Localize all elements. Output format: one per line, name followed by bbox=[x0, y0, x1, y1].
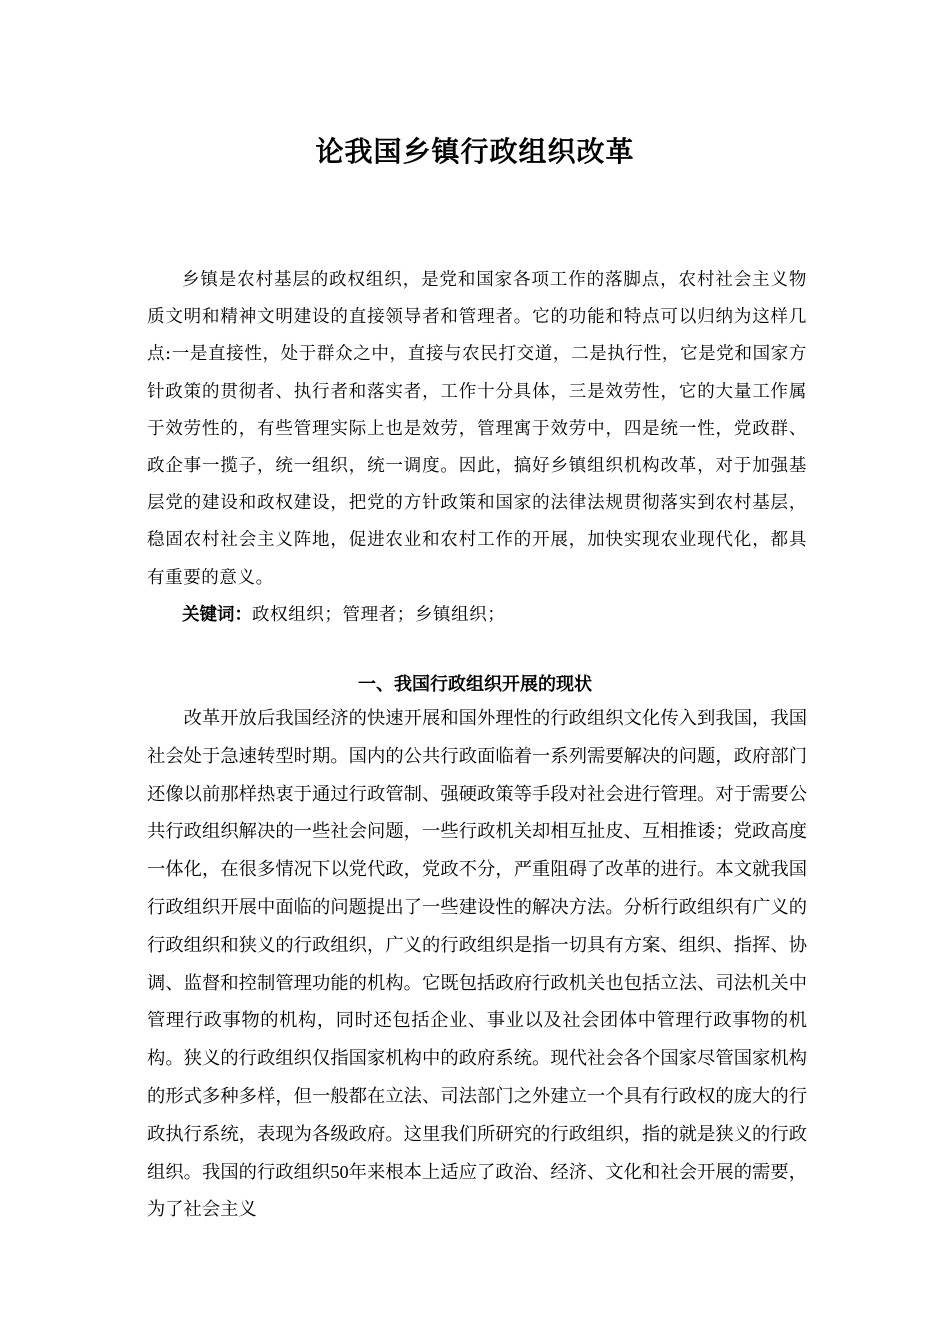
document-title: 论我国乡镇行政组织改革 bbox=[315, 135, 635, 168]
keywords-label: 关键词： bbox=[182, 605, 252, 625]
keywords-line bbox=[147, 596, 807, 634]
keywords-text: 政权组织；管理者；乡镇组织； bbox=[252, 605, 506, 625]
section-heading: 一、我国行政组织开展的现状 bbox=[358, 674, 592, 695]
abstract-paragraph: 乡镇是农村基层的政权组织，是党和国家各项工作的落脚点，农村社会主义物质文明和精神文明建设的直接领导者和管理者。它的功能和特点可以归纳为这样几点:一是直接性，处于群众之中，直接与农民打交道，二是执行性，它是党和国家方针政策的贯彻者、执行者和落实者，工作十分具体，三是效劳性，它的大量工作属于效劳性的，有些管理实际上也是效劳，管理寓于效劳中，四是统一性，党政群、政企事一揽子，统一组织，统一调度。因此，搞好乡镇组织机构改革，对于加强基层党的建设和政权建设，把党的方针政策和国家的法律法规贯彻落实到农村基层，稳固农村社会主义阵地，促进农业和农村工作的开展，加快实现农业现代化，都具有重要的意义。 bbox=[147, 270, 807, 588]
body-paragraph: 改革开放后我国经济的快速开展和国外理性的行政组织文化传入到我国，我国社会处于急速转型时期。国内的公共行政面临着一系列需要解决的问题，政府部门还像以前那样热衷于通过行政管制、强硬政策等手段对社会进行管理。对于需要公共行政组织解决的一些社会问题，一些行政机关却相互扯皮、互相推诿；党政高度一体化，在很多情况下以党代政，党政不分，严重阻碍了改革的进行。本文就我国行政组织开展中面临的问题提出了一些建设性的解决方法。分析行政组织有广义的行政组织和狭义的行政组织，广义的行政组织是指一切具有方案、组织、指挥、协调、监督和控制管理功能的机构。它既包括政府行政机关也包括立法、司法机关中管理行政事物的机构，同时还包括企业、事业以及社会团体中管理行政事物的机构。狭义的行政组织仅指国家机构中的政府系统。现代社会各个国家尽管国家机构的形式多种多样，但一般都在立法、司法部门之外建立一个具有行政权的庞大的行政执行系统，表现为各级政府。这里我们所研究的行政组织，指的就是狭义的行政组织。我国的行政组织50年来根本上适应了政治、经济、文化和社会开展的需要，为了社会主义 bbox=[147, 708, 807, 1220]
